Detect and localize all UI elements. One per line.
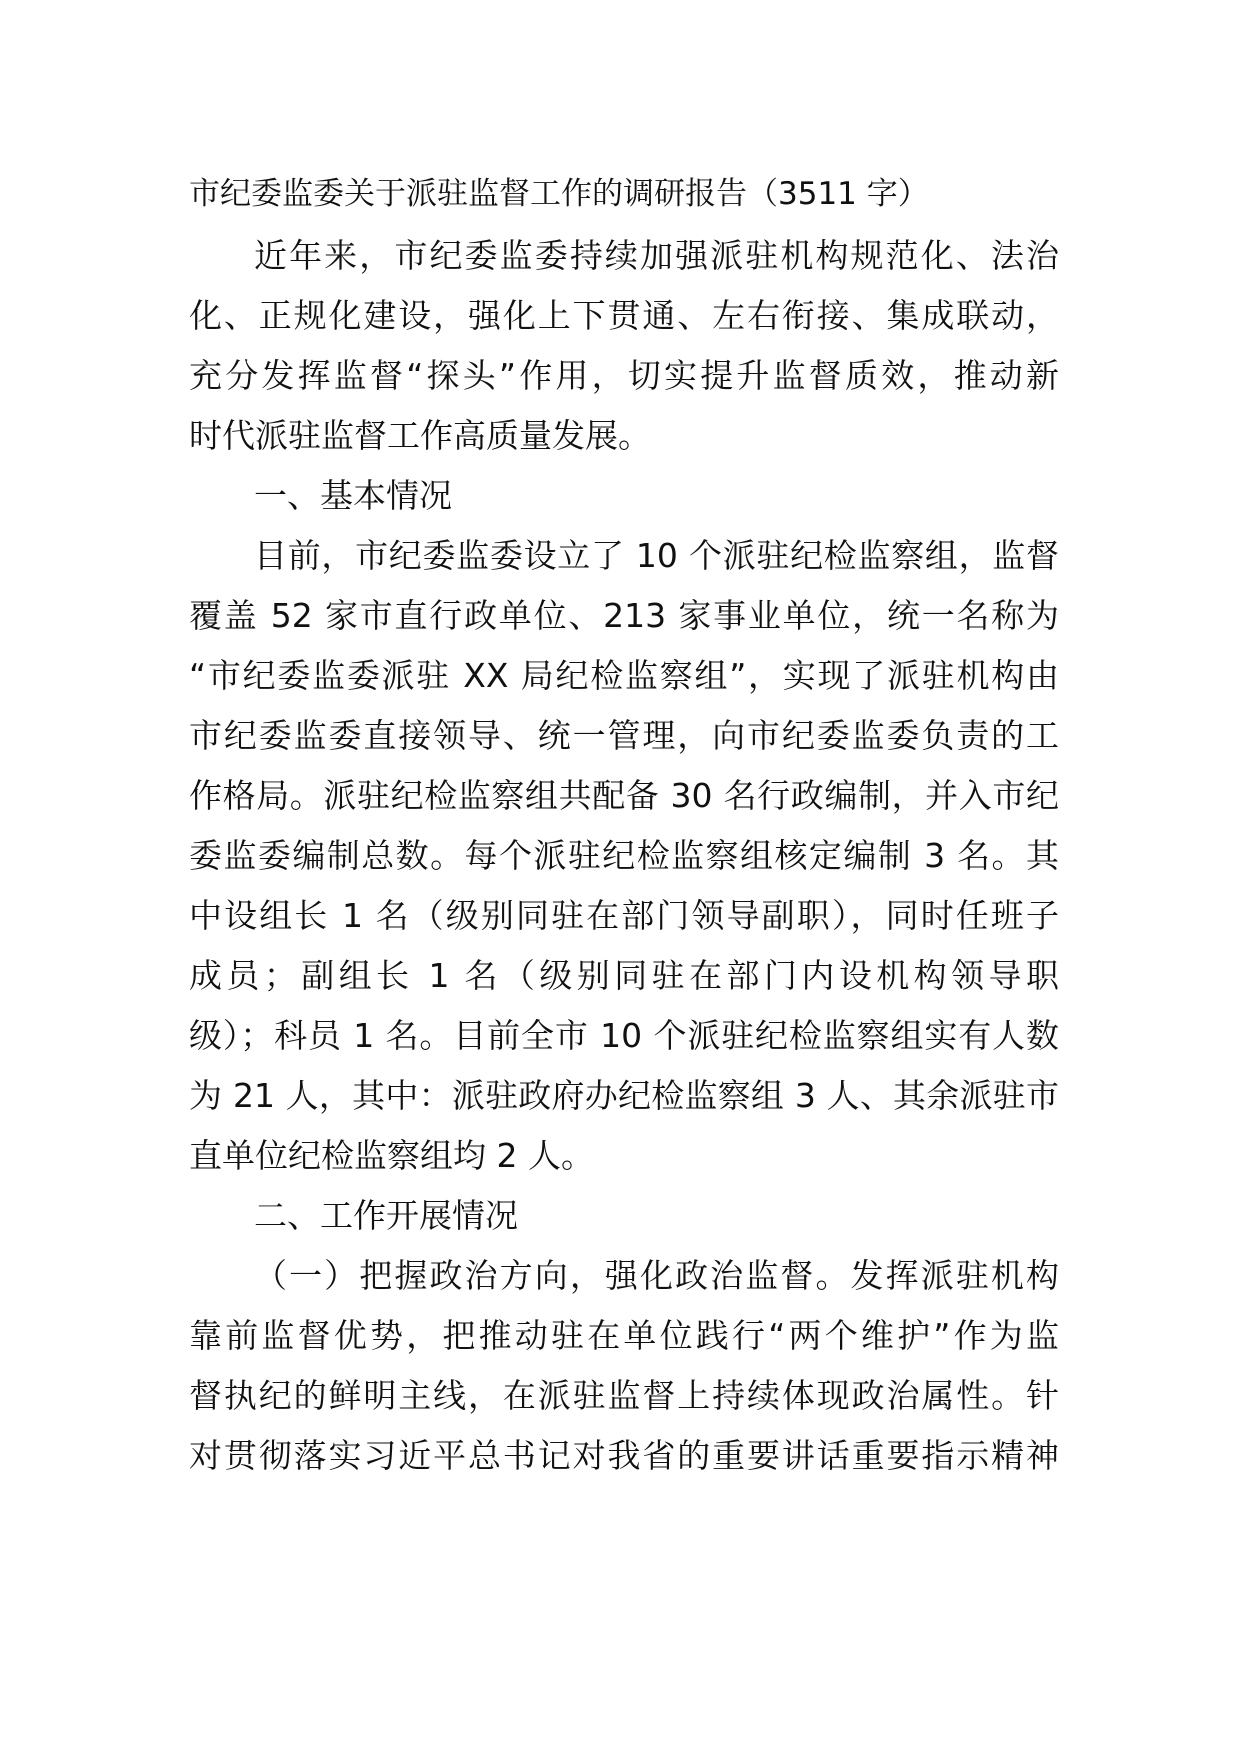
document-title: 市纪委监委关于派驻监督工作的调研报告（3511 字） (189, 176, 929, 212)
paragraph-line: 时代派驻监督工作高质量发展。 (189, 416, 651, 455)
section-heading: 一、基本情况 (254, 476, 452, 515)
paragraph-line: （一）把握政治方向，强化政治监督。发挥派驻机构 (254, 1256, 1059, 1295)
paragraph-line: 目前，市纪委监委设立了 10 个派驻纪检监察组，监督 (254, 536, 1059, 575)
paragraph-line: 市纪委监委直接领导、统一管理，向市纪委监委负责的工 (189, 716, 1059, 755)
paragraph-line: 成员；副组长 1 名（级别同驻在部门内设机构领导职 (189, 956, 1059, 995)
section-heading: 二、工作开展情况 (254, 1196, 518, 1235)
paragraph-line: 充分发挥监督“探头”作用，切实提升监督质效，推动新 (189, 356, 1059, 395)
paragraph-line: 化、正规化建设，强化上下贯通、左右衔接、集成联动， (189, 296, 1059, 335)
paragraph-line: 中设组长 1 名（级别同驻在部门领导副职），同时任班子 (189, 896, 1059, 935)
paragraph-line: “市纪委监委派驻 XX 局纪检监察组”，实现了派驻机构由 (189, 656, 1059, 695)
paragraph-line: 委监委编制总数。每个派驻纪检监察组核定编制 3 名。其 (189, 836, 1059, 875)
paragraph-line: 对贯彻落实习近平总书记对我省的重要讲话重要指示精神 (189, 1436, 1059, 1475)
paragraph-line: 直单位纪检监察组均 2 人。 (189, 1136, 594, 1175)
paragraph-line: 覆盖 52 家市直行政单位、213 家事业单位，统一名称为 (189, 596, 1059, 635)
paragraph-line: 作格局。派驻纪检监察组共配备 30 名行政编制，并入市纪 (189, 776, 1059, 815)
paragraph-line: 级）；科员 1 名。目前全市 10 个派驻纪检监察组实有人数 (189, 1016, 1059, 1055)
paragraph-line: 督执纪的鲜明主线，在派驻监督上持续体现政治属性。针 (189, 1376, 1059, 1415)
paragraph-line: 为 21 人，其中：派驻政府办纪检监察组 3 人、其余派驻市 (189, 1076, 1059, 1115)
paragraph-line: 靠前监督优势，把推动驻在单位践行“两个维护”作为监 (189, 1316, 1059, 1355)
paragraph-line: 近年来，市纪委监委持续加强派驻机构规范化、法治 (254, 236, 1059, 275)
